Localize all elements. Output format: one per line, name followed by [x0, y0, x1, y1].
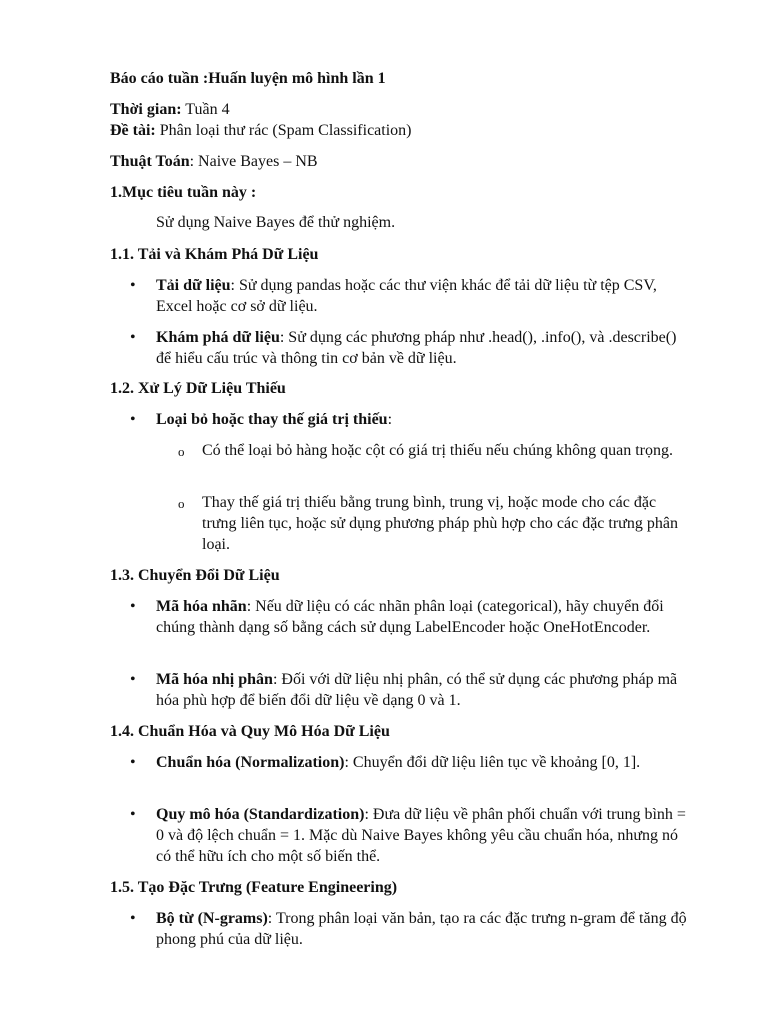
- report-title: Báo cáo tuần :Huấn luyện mô hình lần 1: [110, 70, 386, 87]
- list-item-desc: : Sử dụng các phương pháp như .head(), .info(), và .describe() để hiểu cấu trúc và thông tin cơ bản về dữ liệu.: [156, 329, 677, 367]
- bullet-icon: •: [130, 754, 136, 771]
- list-item-text: [156, 752, 692, 773]
- list-item-term: Bộ từ (N-grams): [156, 910, 268, 927]
- section-1-4-heading: 1.4. Chuẩn Hóa và Quy Mô Hóa Dữ Liệu: [110, 723, 390, 740]
- section-1-3-heading: 1.3. Chuyển Đổi Dữ Liệu: [110, 567, 280, 584]
- goal-text: Sử dụng Naive Bayes để thử nghiệm.: [156, 214, 396, 231]
- list-item-desc: : Trong phân loại văn bản, tạo ra các đặc trưng n-gram để tăng độ phong phú của dữ liệu.: [156, 910, 687, 948]
- section-1-5-heading: 1.5. Tạo Đặc Trưng (Feature Engineering): [110, 879, 398, 896]
- bullet-icon: •: [130, 806, 136, 823]
- time-label: Thời gian:: [110, 101, 182, 118]
- sub-list-item-text: Có thể loại bỏ hàng hoặc cột có giá trị thiếu nếu chúng không quan trọng.: [202, 442, 673, 459]
- list-item-term: Loại bỏ hoặc thay thế giá trị thiếu: [156, 411, 388, 428]
- list-item-text: [156, 409, 692, 430]
- time-value: Tuần 4: [181, 101, 230, 118]
- list-item-desc: : Đối với dữ liệu nhị phân, có thể sử dụng các phương pháp mã hóa phù hợp để biến đổi dữ liệu về dạng 0 và 1.: [156, 671, 678, 709]
- sub-list-item-text: Thay thế giá trị thiếu bằng trung bình, trung vị, hoặc mode cho các đặc trưng liên tục, hoặc sử dụng phương pháp phù hợp cho các đặc trưng phân loại.: [202, 494, 678, 553]
- list-item-desc: :: [387, 411, 393, 428]
- topic-value: Phân loại thư rác (Spam Classification): [155, 122, 412, 139]
- list-item-desc: : Chuyển đổi dữ liệu liên tục về khoảng [0, 1].: [344, 754, 641, 771]
- bullet-icon: •: [130, 329, 136, 346]
- algorithm-label: Thuật Toán: [110, 153, 190, 170]
- meta-algorithm: [110, 151, 690, 172]
- section-1-1-heading: 1.1. Tải và Khám Phá Dữ Liệu: [110, 246, 319, 263]
- circle-bullet-icon: o: [178, 444, 185, 459]
- bullet-icon: •: [130, 671, 136, 688]
- list-item-desc: : Nếu dữ liệu có các nhãn phân loại (categorical), hãy chuyển đổi chúng thành dạng số bằng cách sử dụng LabelEncoder hoặc OneHotEncoder.: [156, 598, 664, 636]
- list-item-text: [156, 804, 692, 867]
- bullet-icon: •: [130, 277, 136, 294]
- list-item-text: [156, 275, 692, 317]
- list-item-term: Khám phá dữ liệu: [156, 329, 280, 346]
- list-item-term: Tải dữ liệu: [156, 277, 231, 294]
- list-item-text: [156, 596, 692, 638]
- list-item-term: Mã hóa nhãn: [156, 598, 247, 615]
- topic-label: Đề tài:: [110, 122, 156, 139]
- bullet-icon: •: [130, 910, 136, 927]
- circle-bullet-icon: o: [178, 496, 185, 511]
- list-item-text: [156, 908, 692, 950]
- section-1-2-heading: 1.2. Xử Lý Dữ Liệu Thiếu: [110, 380, 286, 397]
- list-item-text: [156, 669, 692, 711]
- bullet-icon: •: [130, 598, 136, 615]
- list-item-term: Quy mô hóa (Standardization): [156, 806, 365, 823]
- goal-heading: 1.Mục tiêu tuần này :: [110, 184, 257, 201]
- list-item-term: Chuẩn hóa (Normalization): [156, 754, 345, 771]
- list-item-text: [156, 327, 692, 369]
- algorithm-value: : Naive Bayes – NB: [189, 153, 318, 170]
- meta-time: [110, 99, 690, 120]
- list-item-desc: : Đưa dữ liệu về phân phối chuẩn với trung bình = 0 và độ lệch chuẩn = 1. Mặc dù Naive Bayes không yêu cầu chuẩn hóa, nhưng nó có thể hữu ích cho một số biến thể.: [156, 806, 686, 865]
- meta-topic: [110, 120, 690, 141]
- bullet-icon: •: [130, 411, 136, 428]
- list-item-term: Mã hóa nhị phân: [156, 671, 273, 688]
- list-item-desc: : Sử dụng pandas hoặc các thư viện khác để tải dữ liệu từ tệp CSV, Excel hoặc cơ sở dữ liệu.: [156, 277, 657, 315]
